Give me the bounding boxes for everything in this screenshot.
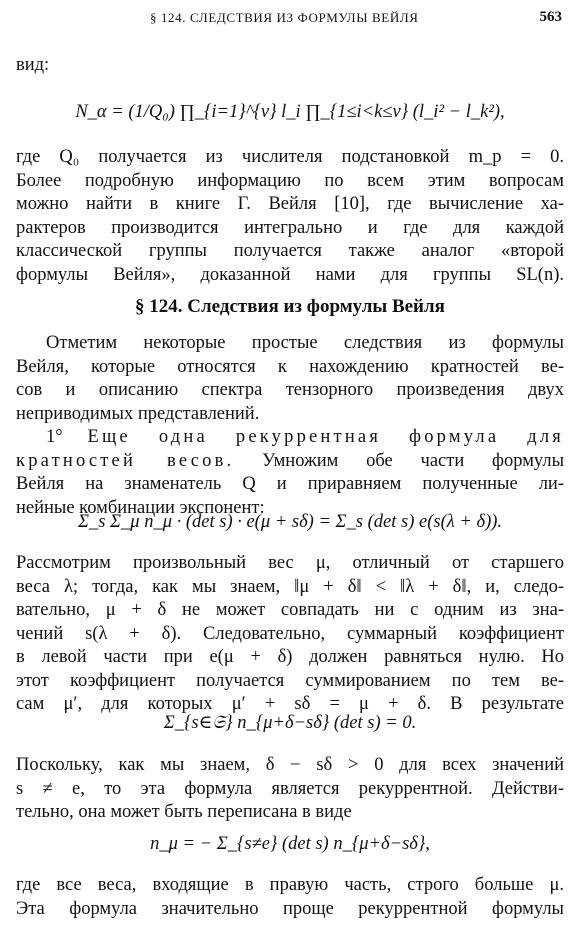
- paragraph-arbitrary-weight: Рассмотрим произвольный вес μ, отличный от старшего веса λ; тогда, как мы знаем, ‖μ + δ‖ < ‖λ + δ‖, и, следо- вательно, μ + δ не может совпадать ни с одним из зна- чений s(λ + δ). Следовательно, суммарный коэффициент в левой части при e(μ + δ) должен равняться нулю. Но этот коэффициент получается суммированием по тем ве- сам μ′, для которых μ′ + sδ = μ + δ. В результате: [16, 553, 564, 714]
- paragraph-final: где все веса, входящие в правую часть, строго больше μ. Эта формула значительно проще рекуррентной формулы: [16, 875, 564, 919]
- formula-weyl-sum: Σ_s Σ_μ n_μ · (det s) · e(μ + sδ) = Σ_s (det s) e(s(λ + δ)).: [77, 512, 503, 532]
- page-number: 563: [539, 9, 562, 25]
- formula-sum-zero: Σ_{s∈𝔖} n_{μ+δ−sδ} (det s) = 0.: [163, 713, 417, 733]
- section-heading: § 124. Следствия из формулы Вейля: [135, 296, 445, 317]
- paragraph-weyl-book: где Q₀ получается из числителя подстановкой m_p = 0. Более подробную информацию по всем этим вопросам можно найти в книге Г. Вейля [10], где вычисление ха- рактеров производится интегрально и где для каждой классической группы получается также аналог «второй формулы Вейля», доказанной нами для группы SL(n).: [16, 147, 564, 285]
- intro-word: вид:: [16, 55, 50, 75]
- paragraph-recurrent: Поскольку, как мы знаем, δ − sδ > 0 для всех значений s ≠ e, то эта формула является рекуррентной. Действи- тельно, она может быть переписана в виде: [16, 755, 564, 822]
- running-head: § 124. СЛЕДСТВИЯ ИЗ ФОРМУЛЫ ВЕЙЛЯ: [150, 10, 419, 25]
- recurrence-title-line-2: кратностей весов. Умножим обе части формулы: [16, 450, 564, 471]
- formula-n-alpha: N_α = (1/Q₀) ∏_{i=1}^{ν} l_i ∏_{1≤i<k≤ν} (l_i² − l_k²),: [75, 102, 505, 122]
- recurrence-title-line: 1° Еще одна рекуррентная формула для: [46, 427, 564, 447]
- formula-n-mu: n_μ = − Σ_{s≠e} (det s) n_{μ+δ−sδ},: [150, 834, 430, 854]
- paragraph-recurrence: 1° Еще одна рекуррентная формула для кратностей весов. Умножим обе части формулы Вейля на знаменатель Q и приравняем полученные ли- нейные комбинации экспонент:: [16, 427, 564, 518]
- paragraph-consequences: Отметим некоторые простые следствия из формулы Вейля, которые относятся к нахождению кратностей ве- сов и описанию спектра тензорного произведения двух неприводимых представлений.: [16, 333, 564, 424]
- page-header: [0, 10, 580, 32]
